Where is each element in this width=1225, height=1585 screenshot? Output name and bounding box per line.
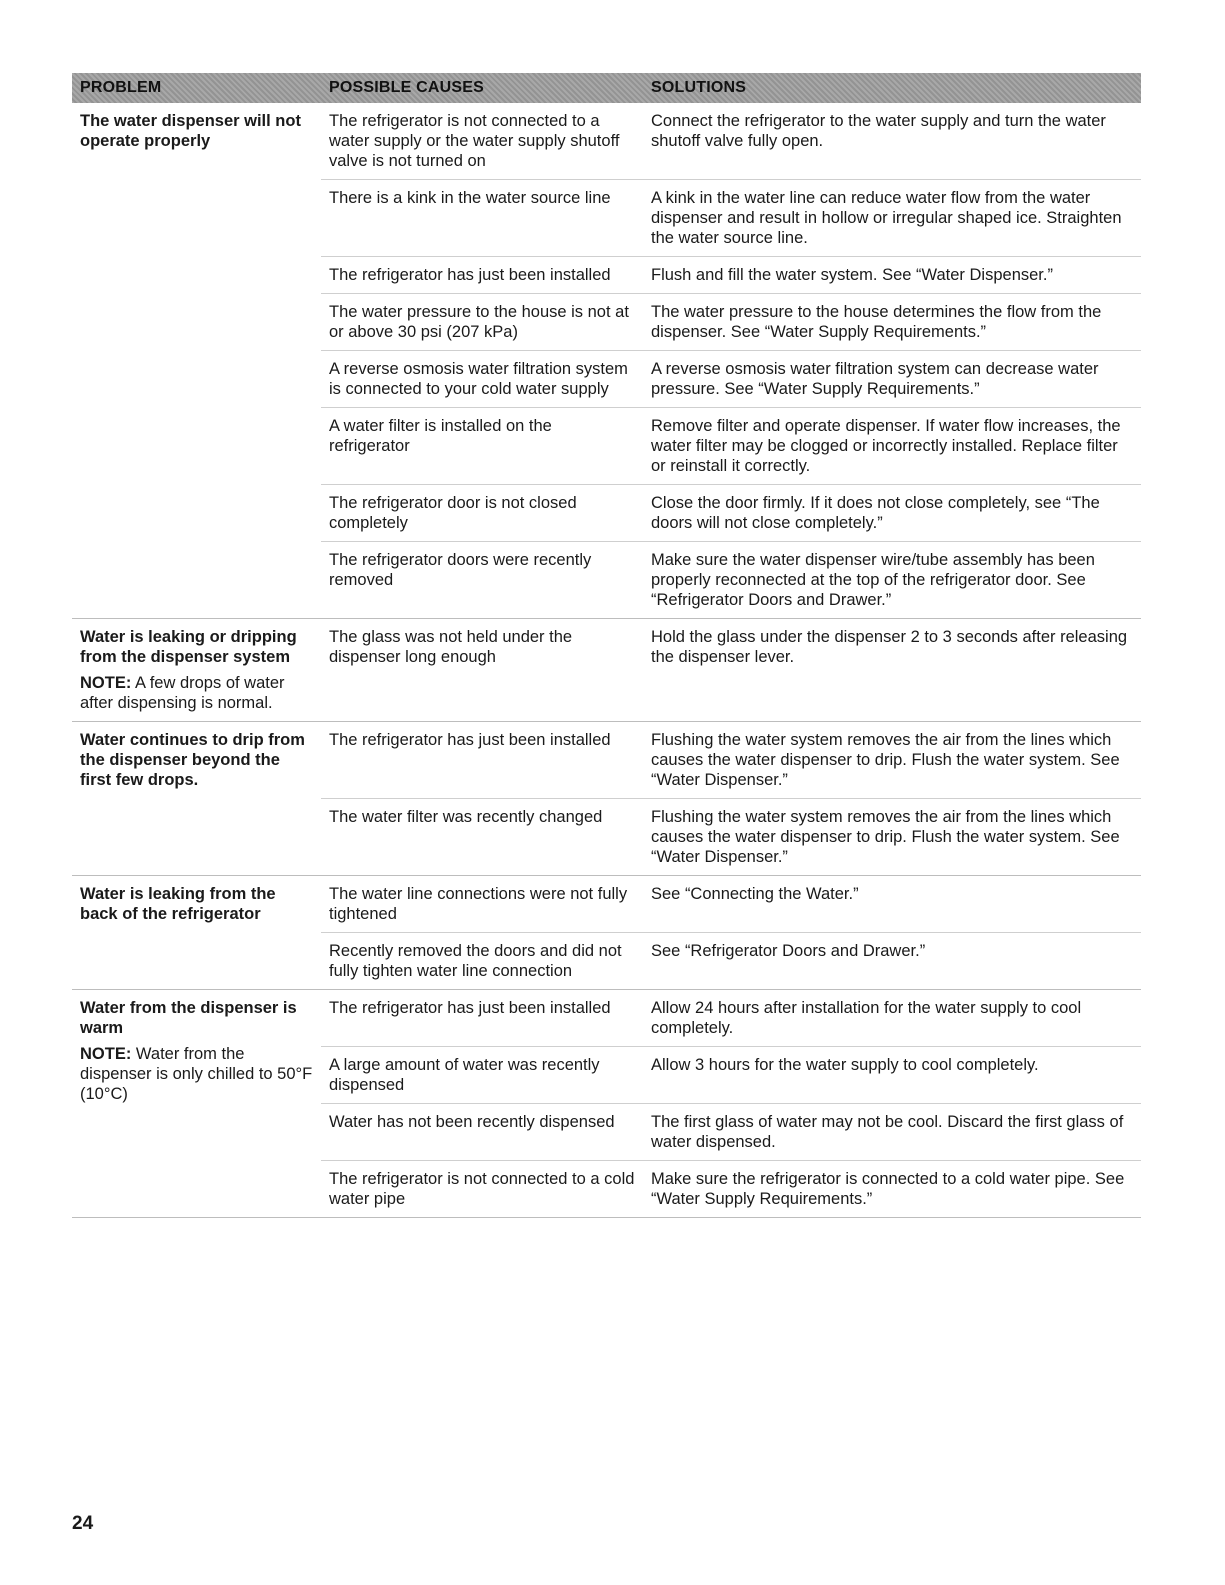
problem-note xyxy=(80,673,313,713)
table-row xyxy=(321,351,1141,408)
problem-cell xyxy=(72,619,321,721)
cause-cell: The glass was not held under the dispenser long enough xyxy=(329,628,573,666)
solution-cell: Allow 24 hours after installation for the water supply to cool completely. xyxy=(651,999,1082,1037)
problem-group xyxy=(72,619,1141,722)
solution-cell: Allow 3 hours for the water supply to cool completely. xyxy=(651,1056,1039,1074)
problem-group xyxy=(72,722,1141,876)
problem-title: Water from the dispenser is warm xyxy=(80,999,297,1037)
problem-cell xyxy=(72,876,321,989)
cause-cell: The water pressure to the house is not at or above 30 psi (207 kPa) xyxy=(329,303,629,341)
solution-cell: Close the door firmly. If it does not close completely, see “The doors will not close completely.” xyxy=(651,494,1100,532)
problem-title: Water is leaking from the back of the refrigerator xyxy=(80,885,276,923)
cause-cell: The water filter was recently changed xyxy=(329,808,603,826)
solution-cell: Make sure the water dispenser wire/tube assembly has been properly reconnected at the top of the refrigerator door. See “Refrigerator Doors and Drawer.” xyxy=(651,551,1095,609)
solution-cell: See “Connecting the Water.” xyxy=(651,885,859,903)
solution-cell: Hold the glass under the dispenser 2 to 3 seconds after releasing the dispenser lever. xyxy=(651,628,1128,666)
table-row xyxy=(321,542,1141,618)
table-row xyxy=(321,990,1141,1047)
solution-cell: Flushing the water system removes the air from the lines which causes the water dispenser to drip. Flush the water system. See “Water Dispenser.” xyxy=(651,731,1120,789)
cause-cell: The refrigerator has just been installed xyxy=(329,731,611,749)
cause-cell: A reverse osmosis water filtration system is connected to your cold water supply xyxy=(329,360,628,398)
solution-cell: Make sure the refrigerator is connected to a cold water pipe. See “Water Supply Requirements.” xyxy=(651,1170,1125,1208)
solution-cell: See “Refrigerator Doors and Drawer.” xyxy=(651,942,926,960)
note-label: NOTE: xyxy=(80,674,132,692)
cause-solution-rows xyxy=(321,619,1141,721)
cause-cell: The refrigerator is not connected to a cold water pipe xyxy=(329,1170,635,1208)
solution-cell: Flushing the water system removes the air from the lines which causes the water dispenser to drip. Flush the water system. See “Water Dispenser.” xyxy=(651,808,1120,866)
note-text: Water from the dispenser is only chilled to 50°F (10°C) xyxy=(80,1045,313,1103)
problem-cell xyxy=(72,722,321,875)
note-text: A few drops of water after dispensing is normal. xyxy=(80,674,285,712)
cause-cell: The refrigerator has just been installed xyxy=(329,266,611,284)
table-row xyxy=(321,485,1141,542)
solution-cell: A kink in the water line can reduce water flow from the water dispenser and result in hollow or irregular shaped ice. Straighten the water source line. xyxy=(651,189,1122,247)
table-header xyxy=(72,73,1141,103)
problem-title: The water dispenser will not operate properly xyxy=(80,112,301,150)
header-problem: PROBLEM xyxy=(80,79,162,96)
solution-cell: The water pressure to the house determines the flow from the dispenser. See “Water Supply Requirements.” xyxy=(651,303,1102,341)
table-row xyxy=(321,799,1141,875)
table-row xyxy=(321,933,1141,989)
problem-note xyxy=(80,1044,313,1104)
problem-group xyxy=(72,103,1141,619)
solution-cell: Remove filter and operate dispenser. If water flow increases, the water filter may be clogged or incorrectly installed. Replace filter or reinstall it correctly. xyxy=(651,417,1121,475)
problem-title: Water is leaking or dripping from the dispenser system xyxy=(80,628,297,666)
page-number: 24 xyxy=(72,1513,94,1534)
cause-cell: The refrigerator doors were recently removed xyxy=(329,551,592,589)
table-row xyxy=(321,408,1141,485)
cause-cell: Recently removed the doors and did not fully tighten water line connection xyxy=(329,942,622,980)
table-row xyxy=(321,103,1141,180)
problem-group xyxy=(72,876,1141,990)
problem-cell xyxy=(72,103,321,618)
table-row xyxy=(321,294,1141,351)
cause-solution-rows xyxy=(321,722,1141,875)
problem-cell xyxy=(72,990,321,1217)
problem-title: Water continues to drip from the dispenser beyond the first few drops. xyxy=(80,731,305,789)
header-possible-causes: POSSIBLE CAUSES xyxy=(329,79,485,96)
table-body xyxy=(72,103,1141,1218)
cause-cell: The refrigerator door is not closed completely xyxy=(329,494,577,532)
problem-group xyxy=(72,990,1141,1218)
table-row xyxy=(321,257,1141,294)
solution-cell: Connect the refrigerator to the water supply and turn the water shutoff valve fully open. xyxy=(651,112,1106,150)
cause-cell: A water filter is installed on the refrigerator xyxy=(329,417,552,455)
solution-cell: A reverse osmosis water filtration system can decrease water pressure. See “Water Supply Requirements.” xyxy=(651,360,1099,398)
table-row xyxy=(321,722,1141,799)
table-row xyxy=(321,1047,1141,1104)
cause-cell: The refrigerator is not connected to a water supply or the water supply shutoff valve is not turned on xyxy=(329,112,620,170)
table-row xyxy=(321,180,1141,257)
table-row xyxy=(321,619,1141,675)
cause-solution-rows xyxy=(321,876,1141,989)
cause-cell: The refrigerator has just been installed xyxy=(329,999,611,1017)
solution-cell: The first glass of water may not be cool. Discard the first glass of water dispensed. xyxy=(651,1113,1124,1151)
note-label: NOTE: xyxy=(80,1045,132,1063)
cause-cell: There is a kink in the water source line xyxy=(329,189,611,207)
table-row xyxy=(321,1161,1141,1217)
table-row xyxy=(321,1104,1141,1161)
solution-cell: Flush and fill the water system. See “Water Dispenser.” xyxy=(651,266,1053,284)
cause-solution-rows xyxy=(321,103,1141,618)
table-row xyxy=(321,876,1141,933)
cause-cell: Water has not been recently dispensed xyxy=(329,1113,615,1131)
troubleshooting-table xyxy=(72,73,1141,1218)
cause-cell: A large amount of water was recently dispensed xyxy=(329,1056,600,1094)
header-solutions: SOLUTIONS xyxy=(651,79,747,96)
cause-solution-rows xyxy=(321,990,1141,1217)
cause-cell: The water line connections were not fully tightened xyxy=(329,885,628,923)
